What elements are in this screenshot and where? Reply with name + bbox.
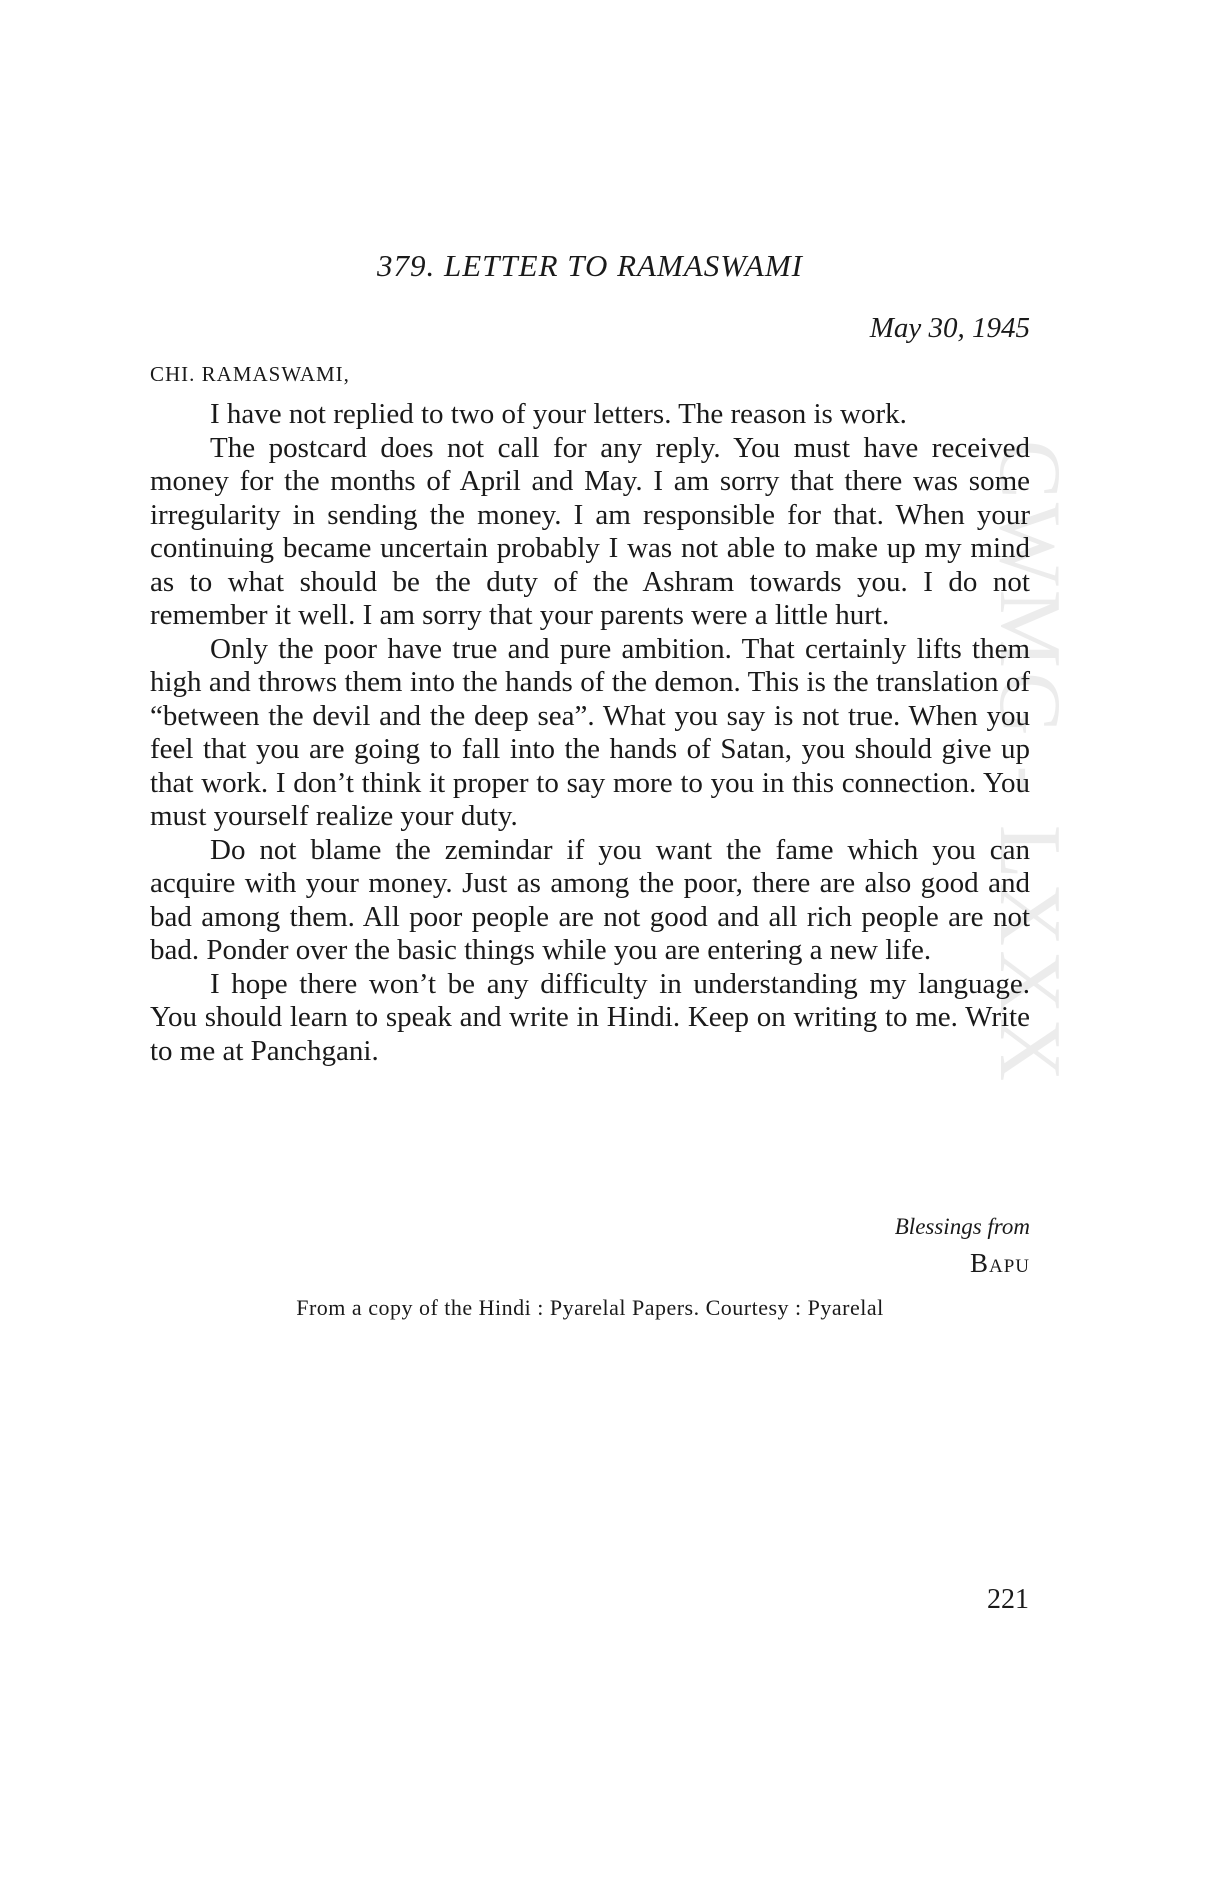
closing-line: Blessings from bbox=[894, 1214, 1030, 1239]
source-note: From a copy of the Hindi : Pyarelal Papers. Courtesy : Pyarelal bbox=[296, 1295, 884, 1320]
salutation: CHI. RAMASWAMI, bbox=[150, 362, 350, 386]
letter-date: May 30, 1945 bbox=[869, 312, 1030, 344]
watermark-text: CWMG - LXXX bbox=[981, 440, 1078, 1086]
page-number: 221 bbox=[987, 1584, 1029, 1615]
paragraph: The postcard does not call for any reply. You must have received money for the months of April and May. I am sorry that there was some irregularity in sending the money. I am responsible for that. When your continuing became uncertain probably I was not able to make up my mind as to what should be the duty of the Ashram towards you. I do not remember it well. I am sorry that your parents were a little hurt. bbox=[150, 431, 1030, 631]
letter-body bbox=[150, 398, 1030, 1068]
paragraph: I have not replied to two of your letters. The reason is work. bbox=[210, 398, 907, 430]
paragraph: Only the poor have true and pure ambition. That certainly lifts them high and throws them into the hands of the demon. This is the translation of “between the devil and the deep sea”. What you say is not true. When you feel that you are going to fall into the hands of Satan, you should give up that work. I don’t think it proper to say more to you in this connection. You must yourself realize your duty. bbox=[150, 632, 1030, 832]
paragraph: I hope there won’t be any difficulty in understanding my language. You should learn to speak and write in Hindi. Keep on writing to me. Write to me at Panchgani. bbox=[150, 967, 1030, 1067]
paragraph: Do not blame the zemindar if you want the fame which you can acquire with your money. Just as among the poor, there are also good and bad among them. All poor people are not good and all rich people are not bad. Ponder over the basic things while you are entering a new life. bbox=[150, 833, 1030, 966]
signature: Bapu bbox=[969, 1248, 1030, 1278]
letter-title: 379. LETTER TO RAMASWAMI bbox=[377, 248, 803, 283]
